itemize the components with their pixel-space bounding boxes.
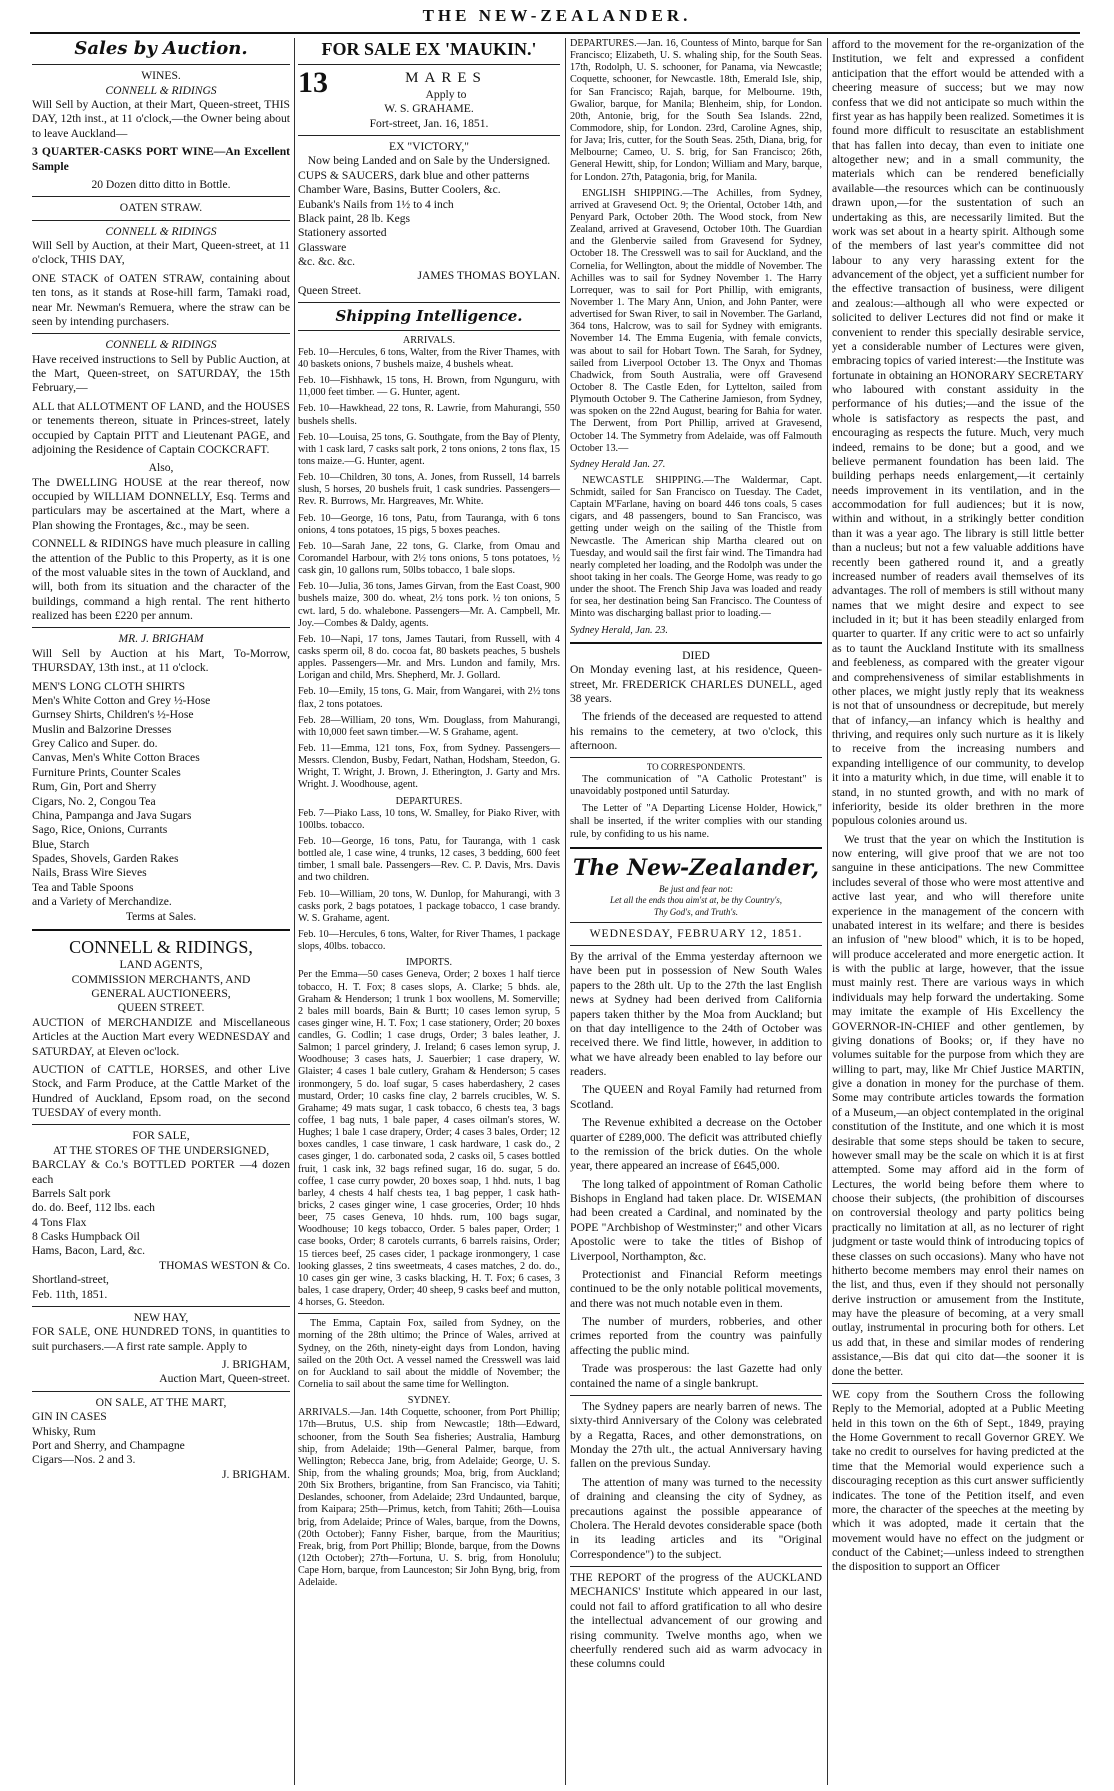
sydney-paragraph: The Sydney papers are nearly barren of news. The sixty-third Anniversary of the Colony was celebrated by a Regatta, Races, and other demonstrations, on Monday the 27th ult., the actual Anniversary having fallen on the previous Sunday. bbox=[570, 1399, 822, 1471]
list-item: &c. &c. &c. bbox=[298, 255, 355, 269]
wines-item: 3 QUARTER-CASKS PORT WINE—An Excellent Sample bbox=[32, 145, 290, 173]
divider bbox=[32, 1391, 290, 1392]
shipping-section bbox=[298, 335, 560, 1590]
forsale-place: Shortland-street, bbox=[32, 1273, 109, 1287]
list-item: Cigars—Nos. 2 and 3. bbox=[32, 1453, 136, 1467]
gin-sign: J. BRIGHAM. bbox=[222, 1467, 290, 1481]
list-item: Port and Sherry, and Champagne bbox=[32, 1438, 185, 1452]
departure-entry: Feb. 10—William, 20 tons, W. Dunlop, for Mahurangi, with 3 casks pork, 2 bags potatoes, 1 package tobacco, 1 case brandy. W. S. Grahame, agent. bbox=[298, 888, 560, 924]
column-2 bbox=[298, 38, 560, 1785]
motto-line: Let all the ends thou aim'st at, be thy Country's, bbox=[609, 895, 783, 906]
list-item: Grey Calico and Super. do. bbox=[32, 737, 158, 751]
agents-line: COMMISSION MERCHANTS, AND bbox=[71, 972, 251, 986]
divider bbox=[32, 1124, 290, 1125]
arrival-entry: Feb. 10—Sarah Jane, 22 tons, G. Clarke, from Omau and Coromandel Harbour, with 2½ tons onions, 5 tons potatoes, ½ cask gin, 10 gallons rum, 50lbs tobacco, 1 bale slops. bbox=[298, 540, 560, 577]
brigham-terms: Terms at Sales. bbox=[125, 909, 197, 923]
correspondents-text: The Letter of "A Departing License Holder, Howick," shall be inserted, if the writer complies with our standing rule, by confiding to us his name. bbox=[570, 803, 822, 841]
mares-name: W. S. GRAHAME. bbox=[384, 102, 474, 116]
list-item: Hams, Bacon, Lard, &c. bbox=[32, 1244, 146, 1258]
land-house: The DWELLING HOUSE at the rear thereof, now occupied by WILLIAM DONNELLY, Esq. Terms and particulars may be ascertained at the Mart, where a Plan showing the Frontages, &c., may be seen. bbox=[32, 475, 290, 532]
divider bbox=[298, 135, 560, 136]
departure-entry: Feb. 10—George, 16 tons, Patu, for Tauranga, with 1 cask bottled ale, 1 case wine, 4 trunks, 12 cases, 3 bedding, 600 feet timber, 1 small bale. Passengers—Rev. C. P. Davis, Mrs. Davis and two children. bbox=[298, 835, 560, 884]
died-text: On Monday evening last, at his residence, Queen-street, Mr. FREDERICK CHARLES DUNELL, aged 38 years. bbox=[570, 663, 822, 705]
arrival-entry: Feb. 10—George, 16 tons, Patu, from Tauranga, with 6 tons onions, 4 tons potatoes, 15 pigs, 5 boxes peaches. bbox=[298, 512, 560, 536]
wines-seller: CONNELL & RIDINGS bbox=[105, 83, 217, 97]
shipping-title: Shipping Intelligence. bbox=[335, 307, 523, 326]
divider bbox=[32, 64, 290, 65]
masthead: THE NEW-ZEALANDER. bbox=[422, 6, 692, 25]
divider bbox=[32, 220, 290, 221]
list-item: and a Variety of Merchandize. bbox=[32, 895, 172, 909]
editorial-paragraph: By the arrival of the Emma yesterday afternoon we have been put in possession of New South Wales papers to the 28th ult. Up to the 27th the last English news at Sydney had been derived from California papers taken thither by the Moa from Auckland; but on that day intelligence to the 24th of October was received there. We find little, however, in addition to what we have already been enabled to lay before our readers. bbox=[570, 950, 822, 1079]
departures-heading: DEPARTURES. bbox=[395, 795, 463, 807]
sydney-text: ARRIVALS.—Jan. 14th Coquette, schooner, from Port Phillip; 17th—Brutus, U.S. ship from Newcastle; 18th—Edward, schooner, from the South Sea fisheries; Australia, Hamburg ship, from Adelaide; 19th—General Palmer, barque, from Wellington; Rebecca Jane, brig, from Adelaide; George, U. S. Ship, from the whaling grounds; Moa, brig, from Auckland; 20th Six Brothers, brigantine, from San Francisco, via Tahiti; Deslandes, schooner, from Adelaide; 23rd Undaunted, barque, from Kaipara; 25th—Primus, ketch, from Tahiti; 26th—Louisa brig, from Adelaide; Prince of Wales, barque, from the Downs, (20th October); Fanny Fisher, barque, from the Mauritius; Freak, brig, from Port Phillip; Blonde, barque, from the Downs (12th October); 27th—Fortuna, U. S. brig, from Honolulu; Cape Horn, barque, from Launceston; Sir John Byng, brig, from Adelaide. bbox=[298, 1407, 560, 1589]
masthead-rule bbox=[30, 32, 1080, 34]
list-item: Canvas, Men's White Cotton Braces bbox=[32, 751, 200, 765]
paper-title: The New-Zealander, bbox=[572, 854, 820, 881]
mares-advert bbox=[298, 69, 560, 131]
forsale-list bbox=[32, 1158, 290, 1259]
arrival-entry: Feb. 10—Hercules, 6 tons, Walter, from the River Thames, with 40 baskets onions, 7 bushels maize, 4 bushels wheat. bbox=[298, 346, 560, 371]
sydney-heading: SYDNEY. bbox=[407, 1395, 451, 1407]
list-item: Black paint, 28 lb. Kegs bbox=[298, 211, 411, 225]
hay-sign: Auction Mart, Queen-street. bbox=[159, 1372, 290, 1386]
arrival-entry: Feb. 10—Fishhawk, 15 tons, H. Brown, from Ngunguru, with 11,000 feet timber. — G. Hunter, agent. bbox=[298, 375, 560, 399]
list-item: Sago, Rice, Onions, Currants bbox=[32, 823, 168, 837]
victory-heading: EX "VICTORY," bbox=[389, 140, 469, 154]
motto-line: Thy God's, and Truth's. bbox=[653, 906, 739, 917]
article-paragraph: afford to the movement for the re-organization of the Institution, we felt and expressed a confident anticipation that the effort would be attended with a cheering measure of success; but we may now confess that we did not anticipate so much within the first year as has happily been realized. Sometimes it is found more difficult to resuscitate an establishment that has fallen into decay, than even to initiate one altogether new; and in a small community, the materials which can be rendered beneficially available—the resources which can be continuously drawn upon,—for the sustentation of such an undertaking as this, are necessarily limited. But the work was set about in a hearty spirit. Although some of the members of last year's committee did not labour to any very harassing extent for the advancement of the object, yet a sufficient number for the effective transaction of business, were diligent and zealous:—although all who were expected or solicited to deliver Lectures did not find or make it convenient to render this specially desirable service, yet a considerable number of Lectures were given, embracing topics of varied interest:—the Institute was fortunate in obtaining an HONORARY SECRETARY who laboured with constant assiduity in the performance of his duties;—and the issue of the whole is satisfactory as respects the past, and encouraging as respects the future. Much, very much indeed, remains to be done; but a good, and we believe permanent foundation has been laid. The building perhaps needs enlargement,—it certainly needs improvement in its ventilation, and in the accommodation for full audiences; but it is now, within and without, in a strikingly better condition than it was a year ago. The library is still little better than a nucleus; but not a few valuable additions have recently been gathered round it, and a greatly increased number of readers avail themselves of its advantages. The roll of members is still without many names that we might desire and expect to see included in it; but it has been steadily enlarged from quarter to quarter. If any critic were to act so unfairly as to taunt the Auckland Institute with its smallness and feebleness, as compared with the greater vigour and comprehensiveness of similar establishments in other places, we might justly reply that its weakness is not that of unsoundness or decrepitude, but merely that of infancy,—an infancy which is healthy and thriving, and requires only such nurture as it is likely to receive from the increasing numbers and expanding intelligence of our community, to develop it into a maturity which, in due time, will enable it to stand, in no stunted growth, and with no mark of inferiority, beside its older brethren in the more populous colonies around us. bbox=[832, 38, 1084, 828]
victory-sub: Now being Landed and on Sale by the Undersigned. bbox=[307, 154, 551, 168]
motto-line: Be just and fear not: bbox=[659, 884, 733, 895]
divider bbox=[570, 945, 822, 946]
arrival-entry: Feb. 11—Emma, 121 tons, Fox, from Sydney. Passengers—Messrs. Clendon, Busby, Fedart, Nathan, Hodsham, Steedon, G. Wright, T. Wright, J. Brown, J. Etherington, J. Garty and Mrs. Wright. J. Woodhouse, agent. bbox=[298, 742, 560, 791]
imports-text: Per the Emma—50 cases Geneva, Order; 2 boxes 1 half tierce tobacco, H. T. Fox; 8 cases slops, A. Clarke; 5 bhds. ale, Graham & Henderson; 1 trunk 1 box woollens, M. Somerville; 2 bales mill boards, Bain & Burtt; 10 cases lemon syrup, 5 cases ginger wine, H. T. Fox; 1 case stationery, Order; 20 boxes candles, G. Codlin; 1 case drugs, Order; 3 bales leather, J. Salmon; 1 parcel grindery, J. Ireland; 6 cases lemon syrup, J. Woodhouse; 3 cases hats, J. Sauerbier; 1 case drapery, W. Glaister; 4 cases 1 bale cutlery, Graham & Henderson; 5 cases ironmongery, 5 do. loaf sugar, 5 cases haberdashery, 2 cases mustard, Order; 10 casks fine clay, 2 barrels crucibles, W. S. Grahame; 49 mats sugar, 1 cask tobacco, 6 chests tea, 3 bags coffee, 1 bag nuts, 1 bale paper, 4 cases oilman's stores, W. Hughes; 1 bale 1 case drapery, Order; 4 cases 3 bales, Order; 12 boxes candles, 1 case tinware, 1 cask hardware, 1 cask do., 2 cases ginger, 1 do. carbonated soda, 2 casks oil, 5 cases bottled fruit, 1 cask ink, 32 bags refined sugar, 16 do. sugar, 5 do. coffee, 1 case curry powder, 20 boxes soap, 1 hhd. nuts, 1 bag barley, 4 chests 4 half chests tea, 1 bag pepper, 1 cask hath-bricks, 2 cases ginger wine, 1 case groceries, Order; 10 hhds beer, 75 cases Geneva, 10 hhds. rum, 100 bags sugar, Woodhouse; 10 kegs tobacco, Order. 5 bales paper, Order; 1 case books, Order; 8 carotels currants, 6 barrels raisins, Order; 15 tierces beef, 25 cases cider, 1 package ironmongery, 1 case looking glasses, 2 tins sweetmeats, 4 cases matches, 2 do. do., 10 cases gin ger wine, 3 casks blacking, H. T. Fox; 6 cases, 3 bales, 1 case drapery, Order; 40 sheep, 9 casks beef and mutton, 4 horses, G. Steedon. bbox=[298, 969, 560, 1309]
column-3 bbox=[570, 38, 822, 1785]
victory-sign: JAMES THOMAS BOYLAN. bbox=[417, 269, 560, 283]
victory-place: Queen Street. bbox=[298, 283, 362, 297]
forsale-heading: FOR SALE, bbox=[132, 1129, 190, 1143]
imports-heading: IMPORTS. bbox=[405, 957, 453, 969]
arrival-entry: Feb. 28—William, 20 tons, Wm. Douglass, from Mahurangi, with 10,000 feet sawn timber.—W. S Grahame, agent. bbox=[298, 714, 560, 738]
editorial-paragraph: The long talked of appointment of Roman Catholic Bishops in England had taken place. Dr. WISEMAN had been created a Cardinal, and nominated by the POPE "Archbishop of Westminster;" and other Vicars Apostolic were to take the titles of Bishop of Liverpool, Northampton, &c. bbox=[570, 1177, 822, 1263]
departure-entry: Feb. 10—Hercules, 6 tons, Walter, for River Thames, 1 package slops, 40lbs. tobacco. bbox=[298, 928, 560, 953]
straw-seller: CONNELL & RIDINGS bbox=[105, 224, 217, 238]
column-rule bbox=[294, 38, 295, 1785]
land-also: Also, bbox=[148, 461, 174, 475]
departure-entry: Feb. 7—Piako Lass, 10 tons, W. Smalley, for Piako River, with 100lbs. tobacco. bbox=[298, 807, 560, 831]
list-item: 8 Casks Humpback Oil bbox=[32, 1230, 140, 1243]
hay-heading: NEW HAY, bbox=[133, 1310, 189, 1324]
sale-heading: FOR SALE EX 'MAUKIN.' bbox=[321, 39, 537, 59]
dateline: WEDNESDAY, FEBRUARY 12, 1851. bbox=[589, 926, 803, 940]
wines-heading: WINES. bbox=[141, 69, 181, 83]
divider bbox=[570, 847, 822, 849]
column-rule bbox=[565, 38, 566, 1785]
list-item: Muslin and Balzorine Dresses bbox=[32, 722, 172, 736]
gin-list bbox=[32, 1410, 290, 1468]
arrival-entry: Feb. 10—Louisa, 25 tons, G. Southgate, from the Bay of Plenty, with 1 cask lard, 7 casks salt pork, 2 tons onions, 2 tons flax, 15 tons maize.—G. Hunter, agent. bbox=[298, 431, 560, 468]
land-text: Have received instructions to Sell by Public Auction, at the Mart, Queen-street, on SATURDAY, the 15th February,— bbox=[32, 352, 290, 395]
emma-note: The Emma, Captain Fox, sailed from Sydney, on the morning of the 28th ultimo; the Prince of Wales, arrived at Sydney, on the 26th, ninety-eight days from London, having sailed on the 20th Oct. A vessel named the Cresswell was laid on for Auckland to sail about the middle of November; the Cornelia to sail about the same time for Wellington. bbox=[298, 1318, 560, 1390]
divider bbox=[298, 330, 560, 331]
list-item: Eubank's Nails from 1½ to 4 inch bbox=[298, 197, 454, 211]
divider bbox=[832, 1383, 1084, 1384]
mares-date: Fort-street, Jan. 16, 1851. bbox=[369, 116, 489, 130]
straw-body: ONE STACK of OATEN STRAW, containing about ten tons, as it stands at Rose-hill farm, Tamaki road, near Mr. Newman's Remuera, where the straw can be seen by intending purchasers. bbox=[32, 271, 290, 328]
agents-body: AUCTION of MERCHANDIZE and Miscellaneous Articles at the Auction Mart every WEDNESDAY and SATURDAY, at Eleven oc'lock. bbox=[32, 1015, 290, 1058]
article-paragraph: We trust that the year on which the Institution is now entering, will give proof that we are not too sanguine in these anticipations. The new Committee includes several of those who were most attentive and active last year, and who will therefore unite experience in the management of the concern with unabated interest in its welfare; and there is besides an infusion of "new blood" which, it is to be hoped, will produce accelerated and more energetic action. It is with the public at large, however, that the issue must mainly rest. There are various ways in which individuals may help forward the undertaking. Some may imitate the example of His Excellency the GOVERNOR-IN-CHIEF and other gentlemen, by giving donations of Books; or, if they have no volumes suitable for the purpose from which they are willing to part, may, like Mr Chief Justice MARTIN, give a donation in money for the purchase of them. Some may contribute articles towards the formation of a Museum,—an object contemplated in the original constitution of the Institute, and one which it is most desirable that some steps should be taken to secure, however small may be the scale on which it is at first attempted. Some may afford aid in the form of Lectures, the world being before them where to choose their subjects, (the prohibition of discourses on controversial theology and party politics being practically no limitation at all, as no lecturer of right judgment or taste would think of introducing topics of these classes on such occasions). Many who have not hitherto become members may enrol their names on the list, and thus, even if they should not personally derive instruction or amusement from the Institute, may have the pleasure of becoming, at a very small outlay, instrumental in procuring both for others. Let us add that, in these and similar modes of rendering assistance,—Bis dat qui cito dat—the sooner it is done the better. bbox=[832, 832, 1084, 1378]
english-shipping: ENGLISH SHIPPING.—The Achilles, from Sydney, arrived at Gravesend Oct. 9; the Oriental, October 14th, and Penyard Park, October 20th. The Wood stock, from New Zealand, arrived at Gravesend, October 10th. The Guardian and the Glenbervie sailed from Gravesend for Sydney, October 18. The Cresswell was to sail for Auckland, and the Cornelia, for Wellington, about the middle of November. The Achilles was to sail for Sydney November 1. The Harry Lorrequer, was to sail for Port Phillip, with emigrants, November 1. The Mary Ann, Union, and John Panter, were advertised for Swan River, to sail in November. The Garland, 364 tons, Halcrow, was to sail for Sydney with emigrants. November 14. The Emma Eugenia, with female convicts, was about to sail for Hobart Town. The Sarah, for Sydney, sailed from Liverpool October 13. The Onyx and Thomas Chadwick, from South Australia, were off Gravesend October 8. The Castle Eden, for Lyttelton, sailed from Plymouth October 9. The Catherine Jamieson, from Sydney, was spoken on the 22nd August, bearing for Bahia for water. The Derwent, from Port Phillip, arrived at Gravesend, October 14. The Symmetry from Adelaide, was off Falmouth October 13.— bbox=[570, 187, 822, 454]
departures-text: DEPARTURES.—Jan. 16, Countess of Minto, barque for San Francisco; Elizabeth, U. S. whaling ship, for the South Seas. 17th, Rodolph, U. S. schooner, for Panama, via Newcastle; Coquette, schooner, for Newcastle. 18th, Emerald Isle, ship, for San Francisco; Rajah, barque, for Melbourne. 19th, Gwalior, barque, for Manila; Blenheim, ship, for London. 20th, Antonie, brig, for the South Sea Islands. 22nd, Commodore, ship, for London. 23rd, Caroline Agnes, ship, for Java; Iris, cutter, for the South Seas. 25th, Diana, brig, for Melbourne; Cameo, U. S. brig, for San Francisco; 26th, General Hewitt, ship, for London; William and Mary, barque, for London. 27th, Patagonia, brig, for Manila. bbox=[570, 38, 822, 183]
list-item: Spades, Shovels, Garden Rakes bbox=[32, 852, 179, 866]
agents-line: LAND AGENTS, bbox=[119, 958, 203, 972]
hay-sign: J. BRIGHAM, bbox=[222, 1358, 290, 1371]
died-note: The friends of the deceased are requested to attend his remains to the cemetery, at two o'clock, this afternoon. bbox=[570, 710, 822, 752]
wines-text: Will Sell by Auction, at their Mart, Queen-street, THIS DAY, 12th inst., at 11 o'clock,—the Owner being about to leave Auckland— bbox=[32, 98, 290, 140]
list-item: Gurnsey Shirts, Children's ½-Hose bbox=[32, 708, 194, 722]
mechanics-paragraph: THE REPORT of the progress of the AUCKLAND MECHANICS' Institute which appeared in our last, could not fail to afford gratification to all who desire the intellectual advancement of our growing and rising community. Twelve months ago, when we cheerfully rendered such aid as warm advocacy in these columns could bbox=[570, 1571, 822, 1671]
divider bbox=[298, 1313, 560, 1314]
brigham-list bbox=[32, 680, 290, 910]
died-heading: DIED bbox=[682, 648, 710, 662]
list-item: Chamber Ware, Basins, Butter Coolers, &c. bbox=[298, 183, 501, 197]
editorial-paragraph: The number of murders, robberies, and other crimes reported from the country was painfully affecting the public mind. bbox=[570, 1315, 822, 1357]
agents-body: AUCTION of CATTLE, HORSES, and other Live Stock, and Farm Produce, at the Cattle Market of the Hundred of Auckland, Epsom road, on the second TUESDAY of every month. bbox=[32, 1062, 290, 1119]
divider bbox=[298, 64, 560, 65]
straw-heading: OATEN STRAW. bbox=[119, 201, 203, 215]
divider bbox=[298, 302, 560, 303]
list-item: Barrels Salt pork bbox=[32, 1186, 111, 1200]
list-item: Furniture Prints, Counter Scales bbox=[32, 765, 181, 779]
mares-number: 13 bbox=[298, 69, 328, 100]
article-paragraph: WE copy from the Southern Cross the following Reply to the Memorial, adopted at a Public Meeting held in this town on the 6th of Sept., 1849, praying the Home Government to recall Governor GREY. We take no credit to ourselves for having predicted at the time that the Memorial would experience such a discouraging reception as this curt answer sufficiently indicates. The tone of the Petition itself, and even more, the character of the speeches at the meeting by which it was adopted, made it certain that the movement would have no effect on the judgment or conduct of the Cabinet;—unless indeed to strengthen the disposition to support an Officer bbox=[832, 1387, 1084, 1574]
divider bbox=[570, 1566, 822, 1567]
list-item: Whisky, Rum bbox=[32, 1424, 96, 1438]
list-item: Rum, Gin, Port and Sherry bbox=[32, 780, 157, 794]
editorial-paragraph: The Revenue exhibited a decrease on the October quarter of £289,000. The deficit was attributed chiefly to the remission of the brick duties. On the whole year, there appeared an increase of £645,000. bbox=[570, 1116, 822, 1173]
newcastle-shipping: NEWCASTLE SHIPPING.—The Waldermar, Capt. Schmidt, sailed for San Francisco on Tuesday. The Cadet, Captain M'Farlane, having on board 446 tons coals, 5 cases cigars, and 48 passengers, bound to San Francisco, was getting under weigh on the sailing of the Thistle from Newcastle. The American ship Martha cleared out on Tuesday, and would sail the first fair wind. The Timandra had nearly completed her loading, and the Rodolph was under the shoot taking in her coals. The George Home, was ready to go under the shoot. The French Ship Java was loaded and ready for sea, her destination being San Francisco. The Countess of Minto was discharging ballast prior to loading.— bbox=[570, 474, 822, 620]
agents-name: CONNELL & RIDINGS, bbox=[69, 936, 253, 957]
land-note: CONNELL & RIDINGS have much pleasure in calling the attention of the Public to this Property, as it is one of the most valuable sites in the town of Auckland, and will, both from its situation and the character of the buildings, command a high rental. The rent hitherto realized has been £220 per annum. bbox=[32, 537, 290, 623]
arrival-entry: Feb. 10—Napi, 17 tons, James Tautari, from Russell, with 4 casks sperm oil, 8 do. cocoa fat, 80 baskets peaches, 5 bushels apples. Passengers—Mr. and Mrs. Lundon and family, Mrs. Lorigan and child, Mrs. Shepherd, Mr. J. Gollard. bbox=[298, 633, 560, 682]
brigham-text: Will Sell by Auction at his Mart, To-Morrow, THURSDAY, 13th inst., at 11 o'clock. bbox=[32, 646, 290, 675]
divider bbox=[32, 333, 290, 334]
arrival-entry: Feb. 10—Julia, 36 tons, James Girvan, from the East Coast, 900 bushels maize, 300 do. wheat, 2½ tons pork. ½ ton onions, 5 cwt. lard, 5 do. whalebone. Passengers—Mr. A. Campbell, Mr. Joy.—Combes & Daldy, agents. bbox=[298, 581, 560, 629]
list-item: Blue, Starch bbox=[32, 837, 90, 851]
section-title: Sales by Auction. bbox=[74, 38, 248, 59]
mares-apply: Apply to bbox=[425, 87, 467, 101]
column-rule bbox=[827, 38, 828, 1785]
divider bbox=[570, 922, 822, 923]
list-item: Stationery assorted bbox=[298, 226, 387, 240]
agents-line: QUEEN STREET. bbox=[117, 1001, 205, 1015]
list-item: Tea and Table Spoons bbox=[32, 880, 134, 894]
list-item: Cigars, No. 2, Congou Tea bbox=[32, 794, 156, 808]
arrival-entry: Feb. 10—Hawkhead, 22 tons, R. Lawrie, from Mahurangi, 550 bushels shells. bbox=[298, 403, 560, 427]
divider bbox=[32, 196, 290, 197]
agents-line: GENERAL AUCTIONEERS, bbox=[91, 987, 231, 1000]
list-item: Glassware bbox=[298, 240, 347, 254]
divider bbox=[32, 929, 290, 931]
divider bbox=[570, 1395, 822, 1396]
land-body: ALL that ALLOTMENT OF LAND, and the HOUSES or tenements thereon, situate in Princes-street, lately occupied by Captain PITT and Lieutenant PAGE, and adjoining the Residence of Captain COCKCRAFT. bbox=[32, 399, 290, 456]
straw-text: Will Sell by Auction, at their Mart, Queen-street, at 11 o'clock, THIS DAY, bbox=[32, 239, 290, 267]
wines-item: 20 Dozen ditto ditto in Bottle. bbox=[91, 177, 231, 191]
divider bbox=[32, 1306, 290, 1307]
divider bbox=[570, 757, 822, 758]
list-item: MEN'S LONG CLOTH SHIRTS bbox=[32, 679, 186, 693]
editorial-paragraph: Trade was prosperous: the last Gazette had only contained the name of a single bankrupt. bbox=[570, 1362, 822, 1390]
victory-list bbox=[298, 169, 560, 270]
list-item: Men's White Cotton and Grey ½-Hose bbox=[32, 693, 211, 707]
list-item: BARCLAY & Co.'s BOTTLED PORTER —4 dozen each bbox=[32, 1158, 290, 1186]
newcastle-source: Sydney Herald, Jan. 23. bbox=[570, 624, 668, 636]
gin-heading: ON SALE, AT THE MART, bbox=[95, 1395, 227, 1409]
mares-word: MARES bbox=[405, 70, 487, 87]
editorial-paragraph: The QUEEN and Royal Family had returned from Scotland. bbox=[570, 1083, 822, 1111]
correspondents-text: The communication of "A Catholic Protestant" is unavoidably postponed until Saturday. bbox=[570, 773, 822, 798]
forsale-date: Feb. 11th, 1851. bbox=[32, 1287, 108, 1301]
divider bbox=[570, 642, 822, 644]
list-item: Nails, Brass Wire Sieves bbox=[32, 866, 147, 880]
list-item: China, Pampanga and Java Sugars bbox=[32, 808, 192, 822]
sydney-paragraph: The attention of many was turned to the necessity of draining and cleansing the city of Sydney, as precautions against the possible appearance of Cholera. The Herald devotes considerable space (both in its leading articles and its "Original Correspondence") to the subject. bbox=[570, 1475, 822, 1561]
list-item: CUPS & SAUCERS, dark blue and other patterns bbox=[298, 168, 530, 182]
brigham-seller: MR. J. BRIGHAM bbox=[118, 632, 204, 646]
divider bbox=[32, 627, 290, 628]
editorial-paragraph: Protectionist and Financial Reform meetings continued to be the only notable political movements, and there was not much notable even in them. bbox=[570, 1267, 822, 1310]
list-item: 4 Tons Flax bbox=[32, 1215, 87, 1229]
forsale-sub: AT THE STORES OF THE UNDERSIGNED, bbox=[52, 1143, 270, 1157]
land-seller: CONNELL & RIDINGS bbox=[105, 338, 217, 352]
arrival-entry: Feb. 10—Emily, 15 tons, G. Mair, from Wangarei, with 2½ tons flax, 2 tons potatoes. bbox=[298, 686, 560, 710]
list-item: GIN IN CASES bbox=[32, 1410, 107, 1424]
arrival-entry: Feb. 10—Children, 30 tons, A. Jones, from Russell, 14 barrels slush, 5 horses, 20 bushels fruit, 1 cask sundries. Passengers—Rev. R. Burrows, Mr. Hargreaves, Mr. White. bbox=[298, 472, 560, 508]
hay-body: FOR SALE, ONE HUNDRED TONS, in quantities to suit purchasers.—A first rate sample. Apply to bbox=[32, 1325, 290, 1353]
arrivals-heading: ARRIVALS. bbox=[402, 334, 456, 346]
column-1 bbox=[32, 38, 290, 1785]
column-4 bbox=[832, 38, 1084, 1785]
shipping-continued bbox=[570, 38, 822, 637]
correspondents-heading: TO CORRESPONDENTS. bbox=[646, 762, 746, 773]
english-source: Sydney Herald Jan. 27. bbox=[570, 458, 666, 470]
forsale-sign: THOMAS WESTON & Co. bbox=[159, 1258, 290, 1272]
list-item: do. do. Beef, 112 lbs. each bbox=[32, 1201, 155, 1215]
